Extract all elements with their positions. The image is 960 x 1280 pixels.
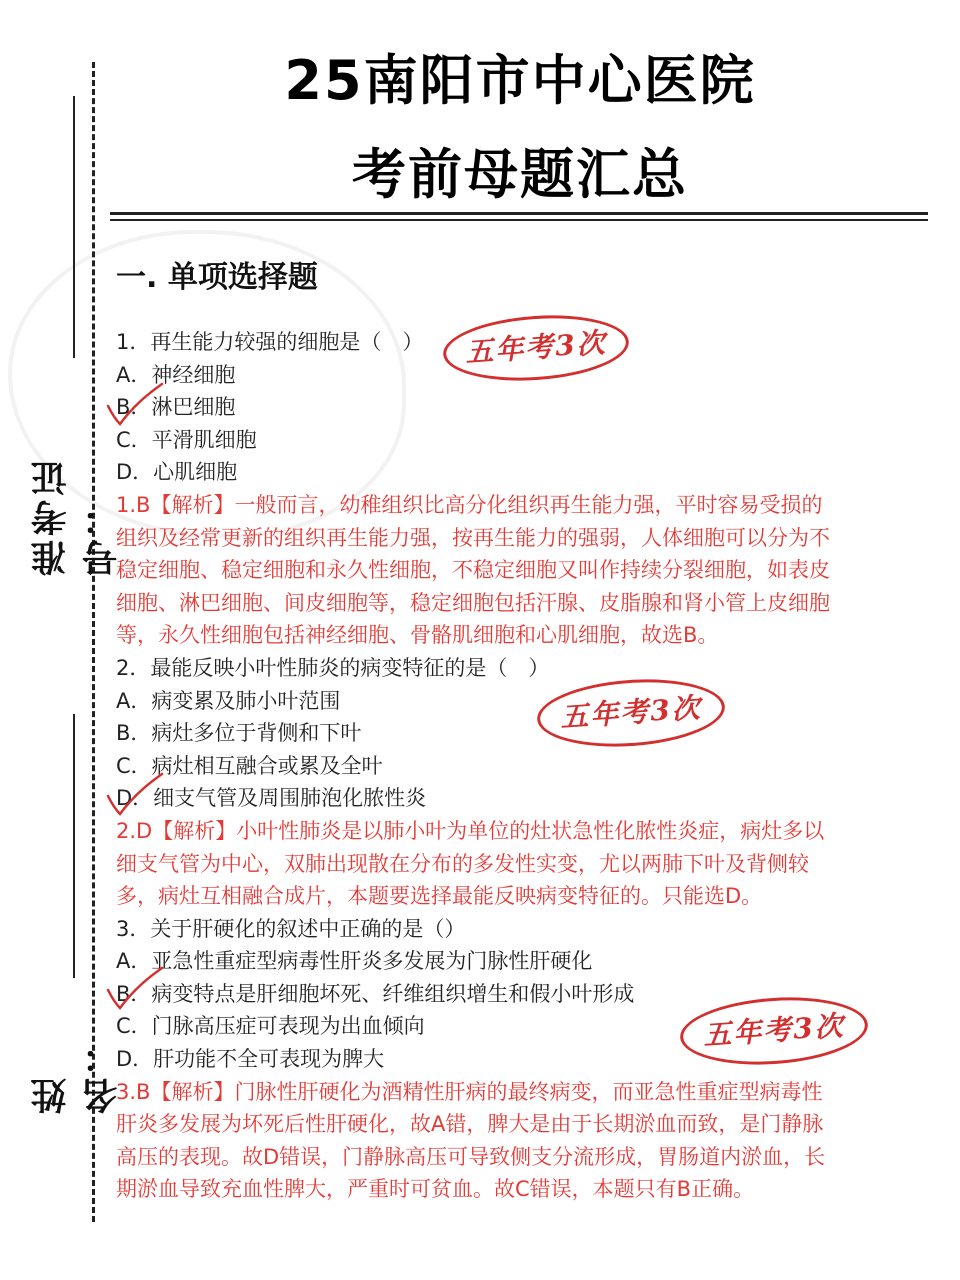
- explanation-line: 细支气管为中心，双肺出现散在分布的多发性实变，尤以两肺下叶及背侧较: [116, 851, 809, 876]
- option-line: A．神经细胞: [116, 362, 236, 387]
- option-line: B．病变特点是肝细胞坏死、纤维组织增生和假小叶形成: [116, 981, 635, 1006]
- frequency-stamp-3: 五年考3次: [678, 992, 870, 1071]
- explanation-line: 肝炎多发展为坏死后性肝硬化，故A错，脾大是由于长期淤血而致，是门静脉: [116, 1112, 824, 1137]
- explanation-line: 组织及经常更新的组织再生能力强，按再生能力的强弱，人体细胞可以分为不: [116, 525, 830, 550]
- section-title: 一. 单项选择题: [116, 260, 318, 295]
- explanation-line: 2.D【解析】小叶性肺炎是以肺小叶为单位的灶状急性化脓性炎症，病灶多以: [116, 818, 825, 843]
- question-list: [116, 326, 916, 1206]
- page-subtitle: 考前母题汇总: [352, 143, 688, 206]
- option-line: B．病灶多位于背侧和下叶: [116, 721, 362, 746]
- explanation-line: 等，永久性细胞包括神经细胞、骨骼肌细胞和心肌细胞，故选B。: [116, 623, 719, 648]
- question-line: 2．最能反映小叶性肺炎的病变特征的是（ ）: [116, 655, 550, 680]
- exam-id-label: 准考证号：: [31, 456, 123, 576]
- name-label: 姓名：: [31, 1034, 123, 1114]
- explanation-line: 多，病灶互相融合成片，本题要选择最能反映病变特征的。只能选D。: [116, 884, 763, 909]
- explanation-line: 细胞、淋巴细胞、间皮细胞等，稳定细胞包括汗腺、皮脂腺和肾小管上皮细胞: [116, 590, 830, 615]
- check-mark-q3: [100, 964, 170, 1014]
- option-line: C．门脉高压症可表现为出血倾向: [116, 1014, 425, 1039]
- name-write-line: [73, 714, 75, 978]
- explanation-line: 高压的表现。故D错误，门静脉高压可导致侧支分流形成，胃肠道内淤血，长: [116, 1144, 826, 1169]
- option-line: D．肝功能不全可表现为脾大: [116, 1047, 385, 1072]
- option-line: A．亚急性重症型病毒性肝炎多发展为门脉性肝硬化: [116, 949, 593, 974]
- title-rule-top: [110, 212, 928, 215]
- explanation-line: 3.B【解析】门脉性肝硬化为酒精性肝病的最终病变，而亚急性重症型病毒性: [116, 1079, 823, 1104]
- option-line: A．病变累及肺小叶范围: [116, 688, 341, 713]
- exam-id-write-line: [73, 96, 75, 358]
- question-line: 3．关于肝硬化的叙述中正确的是（）: [116, 916, 466, 941]
- option-line: C．平滑肌细胞: [116, 427, 257, 452]
- option-line: D．心肌细胞: [116, 460, 238, 485]
- check-mark-q2: [100, 770, 170, 820]
- explanation-line: 1.B【解析】一般而言，幼稚组织比高分化组织再生能力强，平时容易受损的: [116, 492, 823, 517]
- frequency-stamp-2: 五年考3次: [535, 674, 727, 753]
- page-title: 25南阳市中心医院: [284, 49, 756, 112]
- question-line: 1．再生能力较强的细胞是（ ）: [116, 330, 424, 354]
- option-line: D．细支气管及周围肺泡化脓性炎: [116, 786, 427, 811]
- check-mark-q1: [100, 380, 170, 430]
- explanation-line: 稳定细胞、稳定细胞和永久性细胞，不稳定细胞又叫作持续分裂细胞，如表皮: [116, 558, 830, 583]
- title-rule-bottom: [110, 219, 928, 221]
- explanation-line: 期淤血导致充血性脾大，严重时可贫血。故C错误，本题只有B正确。: [116, 1177, 755, 1202]
- option-line: C．病灶相互融合或累及全叶: [116, 753, 383, 778]
- option-line: B．淋巴细胞: [116, 395, 236, 420]
- frequency-stamp-1: 五年考3次: [441, 310, 631, 387]
